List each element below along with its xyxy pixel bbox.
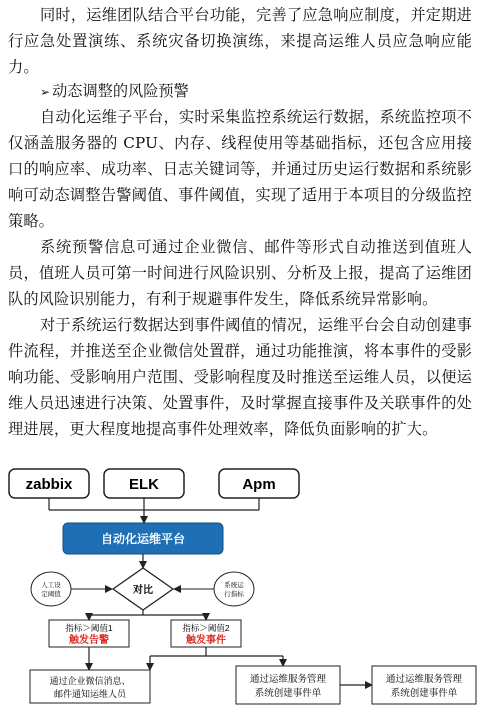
decision-branches [89,610,206,620]
create-ticket-box [236,666,340,704]
source-elk-label: ELK [129,476,159,493]
alert-trigger-label: 触发告警 [69,635,109,646]
notify-staff-box [30,670,150,703]
compare-decision [113,568,173,610]
alert-trigger-box [49,620,129,647]
event-trigger-label: 触发事件 [186,635,226,646]
source-elk [104,469,184,498]
paragraph-event-process: 对于系统运行数据达到事件阈值的情况，运维平台会自动创建事件流程，并推送至企业微信处置群，通过功能推演，将本事件的受影响功能、受影响用户范围、受影响程度及时推送至运维人员，以便运维人员迅速进行决策、处置事件，及时掌握直接事件及关联事件的处理进展，更大程度地提高事件处理效率，降低负面影响的扩大。 [8,316,472,438]
alert-condition: 指标＞阈值1 [65,623,113,633]
automation-platform [63,523,223,554]
automation-platform-label: 自动化运维平台 [100,532,186,546]
system-metric-input [214,572,254,606]
manual-threshold-line1: 人工设 [41,582,61,589]
event-trigger-box [171,620,241,647]
paragraph-monitoring: 自动化运维子平台，实时采集监控系统运行数据，系统监控项不仅涵盖服务器的 CPU、内存、线程使用等基础指标，还包含应用接口的响应率、成功率、日志关键词等，并通过历史运行数据和系统影响可动态调整告警阈值、事件阈值，实现了适用于本项目的分级监控策略。 [8,108,472,230]
create-ticket-line1: 通过运维服务管理 [249,674,327,685]
paragraph-emergency-response: 同时，运维团队结合平台功能，完善了应急响应制度，并定期进行应急处置演练、系统灾备切换演练，来提高运维人员应急响应能力。 [8,6,472,76]
create-ticket-2-line2: 系统创建事件单 [390,688,458,699]
source-apm-label: Apm [242,476,276,493]
manual-threshold-input [31,572,71,606]
system-metric-line1: 系统运 [224,582,244,589]
source-connector [49,498,259,523]
arrow-bullet-icon: ➢ [40,85,51,99]
event-condition: 指标＞阈值2 [182,623,230,633]
source-zabbix-label: zabbix [25,476,73,493]
create-ticket-2-line1: 通过运维服务管理 [385,674,463,685]
create-ticket-line2: 系统创建事件单 [254,688,322,699]
source-zabbix [9,469,89,498]
paragraph-alert-push: 系统预警信息可通过企业微信、邮件等形式自动推送到值班人员，值班人员可第一时间进行风险识别、分析及上报，提高了运维团队的风险识别能力，有利于规避事件发生，降低系统异常影响。 [8,238,472,308]
compare-decision-label: 对比 [133,585,153,596]
create-ticket-box-2 [372,666,476,704]
notify-staff-line2: 邮件通知运维人员 [53,689,127,699]
section-heading-text: 动态调整的风险预警 [52,82,189,100]
source-apm [219,469,299,498]
manual-threshold-line2: 定阈值 [41,591,61,598]
system-metric-line2: 行指标 [224,591,244,598]
notify-staff-line1: 通过企业微信消息、 [49,676,131,686]
